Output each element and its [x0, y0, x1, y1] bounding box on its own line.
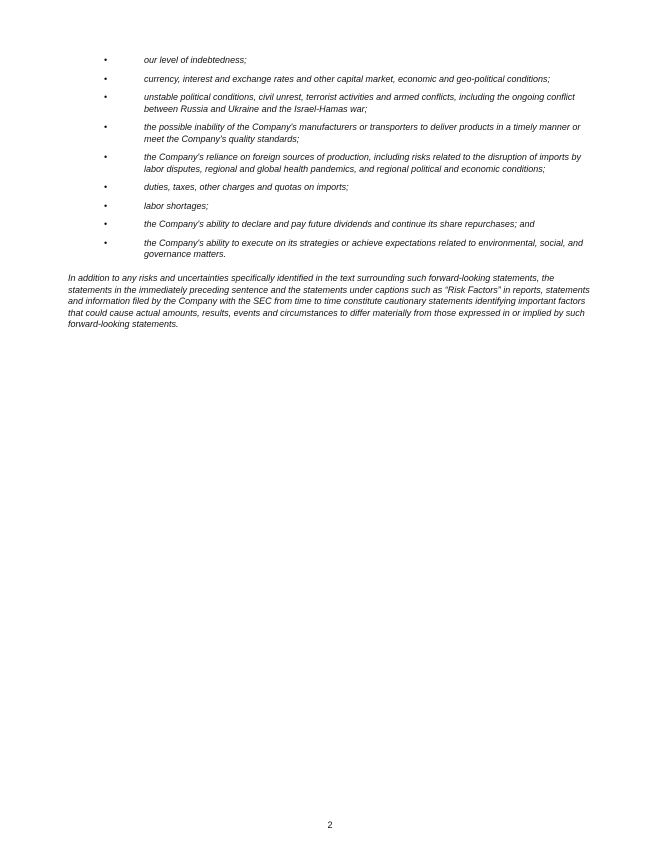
list-item — [0, 92, 660, 115]
list-item — [0, 201, 660, 213]
list-item — [0, 182, 660, 194]
list-item — [0, 74, 660, 86]
bullet-marker: • — [104, 122, 108, 132]
risk-factor-list — [0, 55, 660, 268]
list-item-text: the Company's ability to execute on its strategies or achieve expectations related to environmental, social, and governance matters. — [144, 237, 583, 259]
list-item — [0, 219, 660, 231]
bullet-marker: • — [104, 55, 108, 65]
list-item-text: unstable political conditions, civil unrest, terrorist activities and armed conflicts, including the ongoing conflict between Russia and Ukraine and the Israel-Hamas war; — [144, 92, 575, 114]
list-item-text: the Company's ability to declare and pay future dividends and continue its share repurchases; and — [144, 219, 535, 229]
bullet-marker: • — [104, 73, 108, 84]
bullet-marker: • — [104, 182, 108, 192]
bullet-marker: • — [104, 152, 108, 162]
list-item-text: duties, taxes, other charges and quotas on imports; — [144, 182, 349, 192]
page-number: 2 — [327, 820, 333, 830]
list-item-text: the possible inability of the Company's manufacturers or transporters to deliver products in a timely manner or meet the Company's quality standards; — [144, 122, 581, 144]
bullet-marker: • — [104, 200, 108, 211]
list-item — [0, 55, 660, 67]
bullet-marker: • — [104, 219, 108, 229]
list-item-text: currency, interest and exchange rates and other capital market, economic and geo-political conditions; — [144, 73, 551, 84]
bullet-marker: • — [104, 92, 108, 102]
list-item-text: our level of indebtedness; — [144, 55, 247, 65]
list-item — [0, 152, 660, 175]
list-item — [0, 238, 660, 261]
bullet-marker: • — [104, 237, 108, 248]
list-item-text: labor shortages; — [144, 200, 209, 211]
list-item — [0, 122, 660, 145]
cautionary-paragraph: In addition to any risks and uncertainties specifically identified in the text surrounding such forward-looking statements, the statements in the immediately preceding sentence and the statements under captions such as “Risk Factors” in reports, statements and information filed by the Company with the SEC from time to time constitute cautionary statements identifying important factors that could cause actual amounts, results, events and circumstances to differ materially from those expressed in or implied by such forward-looking statements. — [68, 273, 590, 329]
list-item-text: the Company's reliance on foreign sources of production, including risks related to the disruption of imports by labor disputes, regional and global health pandemics, and regional political and economic conditions; — [144, 152, 581, 174]
